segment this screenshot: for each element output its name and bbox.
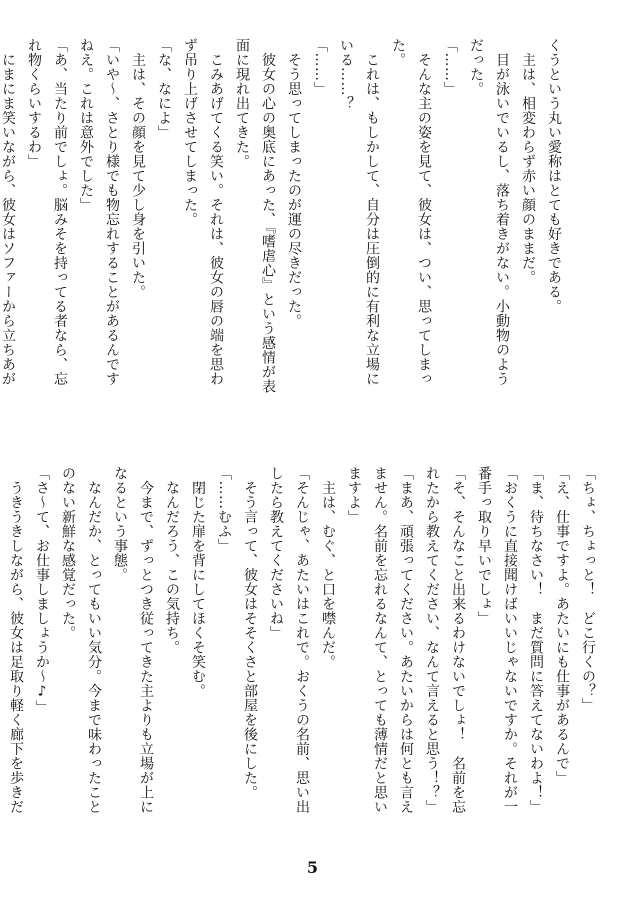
text-line: ません。名前を忘れるなんて、とっても薄情だと思い <box>372 466 388 814</box>
text-line: 「あ、当たり前でしょ。脳みそを持ってる者なら、忘 <box>52 38 68 386</box>
text-line: ねえ。これは意外でした」 <box>78 38 94 212</box>
text-line: くうという丸い愛称はとても好きである。 <box>546 38 562 314</box>
text-line: にまにま笑いながら、彼女はソファーから立ちあが <box>0 38 16 386</box>
text-line: ず吊り上げさせてしまった。 <box>182 38 198 227</box>
text-line: 「いや～、さとり様でも物忘れすることがあるんです <box>104 38 120 386</box>
text-line: 「そ、そんなこと出来るわけないでしょ！ 名前を忘 <box>450 466 466 814</box>
text-line: なんだか、とってもいい気分。今まで味わったこと <box>86 466 102 814</box>
text-line: 「まあ、頑張ってください。あたいからは何とも言え <box>398 466 414 814</box>
text-line: れたから教えてください、なんて言えると思う！？」 <box>424 466 440 814</box>
text-line: 「ちょ、ちょっと！ どこ行くの？」 <box>580 466 596 713</box>
text-line: そんな主の姿を見て、彼女は、つい、思ってしまっ <box>416 38 432 386</box>
text-line: いる……？ <box>338 38 354 111</box>
text-line: 「そんじゃ、あたいはこれで。おくうの名前、思い出 <box>294 466 310 814</box>
text-line: 今まで、ずっとつき従ってきた主よりも立場が上に <box>138 466 154 814</box>
text-line: なんだろう、この気持ち。 <box>164 466 180 655</box>
text-line: のない新鮮な感覚だった。 <box>60 466 76 640</box>
text-line: うきうきしながら、彼女は足取り軽く廊下を歩きだ <box>8 466 24 814</box>
text-line: そう思ってしまったのが運の尽きだった。 <box>286 38 302 328</box>
text-line: 「おくうに直接聞けばいいじゃないですか。それが一 <box>502 466 518 814</box>
text-line: こみあげてくる笑い。それは、彼女の唇の端を思わ <box>208 38 224 386</box>
text-line: た。 <box>390 38 406 67</box>
text-line: したら教えてくださいね」 <box>268 466 284 640</box>
text-line: 「ま、待ちなさい！ まだ質問に答えてないわよ！」 <box>528 466 544 814</box>
text-line: 「え、仕事ですよ。あたいにも仕事があるんで」 <box>554 466 570 785</box>
text-line: 番手っ取り早いでしょ」 <box>476 466 492 626</box>
text-line: ますよ」 <box>346 466 362 524</box>
text-line: 主は、むぐ、と口を噤んだ。 <box>320 466 336 669</box>
text-line: 「……」 <box>442 38 458 96</box>
text-block-top <box>0 38 567 408</box>
text-line: だった。 <box>468 38 484 96</box>
text-line: 面に現れ出てきた。 <box>234 38 250 169</box>
text-line: 閉じた扉を背にしてほくそ笑む。 <box>190 466 206 698</box>
text-line: 目が泳いでいるし、落ち着きがない。小動物のよう <box>494 38 510 386</box>
text-line: そう言って、彼女はそそくさと部屋を後にした。 <box>242 466 258 800</box>
text-line: 「……むふ」 <box>216 466 232 553</box>
text-line: なるという事態。 <box>112 466 128 582</box>
text-line: これは、もしかして、自分は圧倒的に有利な立場に <box>364 38 380 386</box>
text-block-bottom <box>3 466 601 828</box>
text-line: 彼女の心の奥底にあった、『嗜虐心』という感情が表 <box>260 38 276 394</box>
text-line: 「さ～て、お仕事しましょうか～♪」 <box>34 466 50 715</box>
text-line: れ物くらいするわ」 <box>26 38 42 169</box>
page-number: 5 <box>306 858 319 877</box>
text-line: 「な、なによ」 <box>156 38 172 140</box>
text-line: 「……」 <box>312 38 328 96</box>
text-line: 主は、相変わらず赤い顔のままだ。 <box>520 38 536 285</box>
text-line: 主は、その顔を見て少し身を引いた。 <box>130 38 146 299</box>
